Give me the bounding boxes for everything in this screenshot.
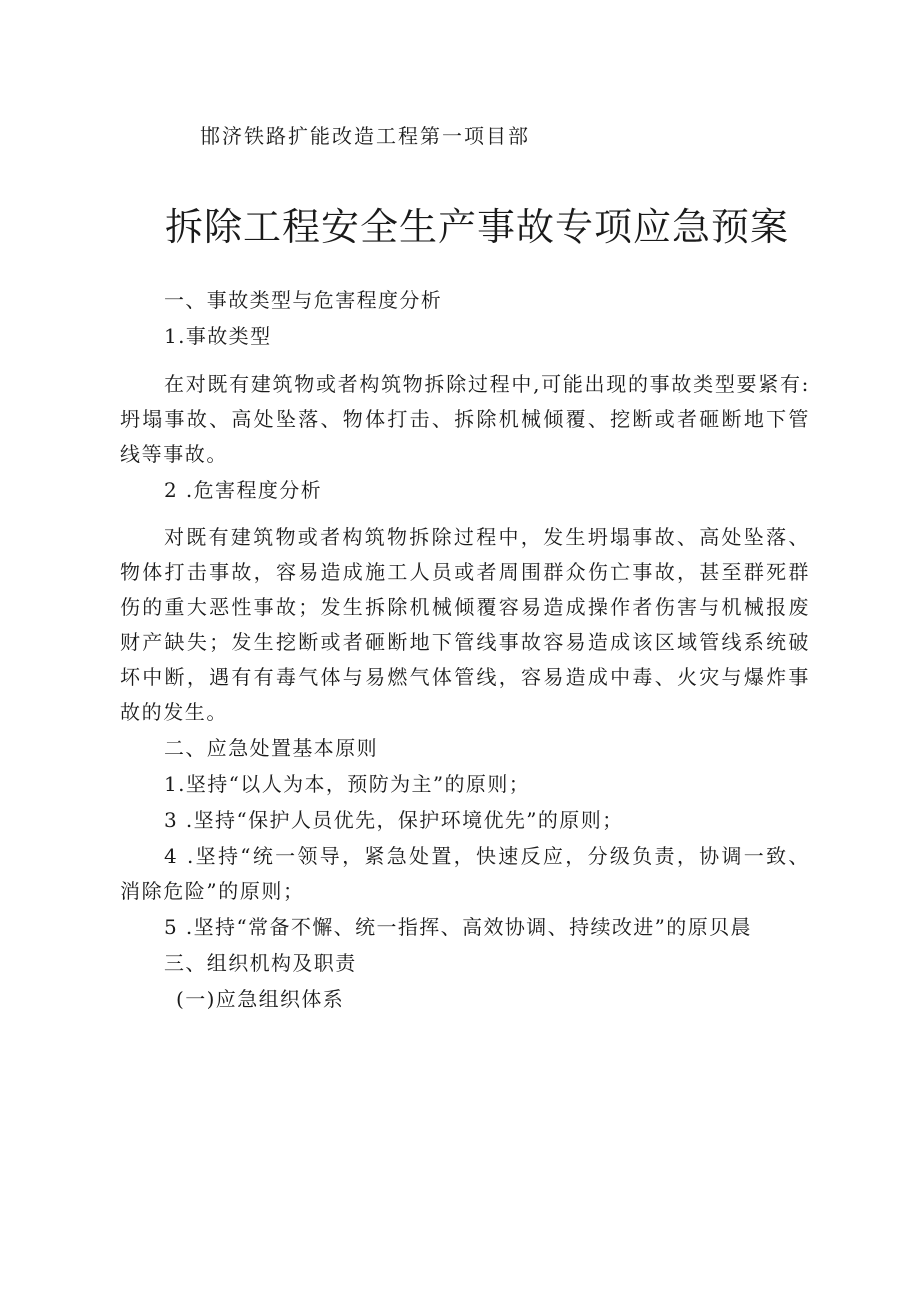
paragraph-accident-types: 在对既有建筑物或者构筑物拆除过程中,可能出现的事故类型要紧有:坍塌事故、高处坠落、物体打击、拆除机械倾覆、挖断或者砸断地下管线等事故。 xyxy=(120,372,810,466)
subsection-heading-accident-types: 1.事故类型 xyxy=(164,324,272,348)
principle-item: 3 .坚持“保护人员优先，保护环境优先”的原则； xyxy=(164,808,624,832)
organization-header: 邯济铁路扩能改造工程第一项目部 xyxy=(200,124,530,148)
principle-item: 4 .坚持“统一领导，紧急处置，快速反应，分级负责，协调一致、消除危险”的原则； xyxy=(120,844,810,903)
section-heading-accident-analysis: 一、事故类型与危害程度分析 xyxy=(164,288,443,312)
document-title: 拆除工程安全生产事故专项应急预案 xyxy=(165,205,790,249)
section-heading-principles: 二、应急处置基本原则 xyxy=(164,736,378,760)
subsection-heading-emergency-system: (一)应急组织体系 xyxy=(176,987,345,1011)
subsection-heading-hazard-analysis: 2 .危害程度分析 xyxy=(164,478,323,502)
principle-item: 5 .坚持“常备不懈、统一指挥、高效协调、持续改进”的原贝晨 xyxy=(164,915,752,939)
section-heading-organization: 三、组织机构及职责 xyxy=(164,951,357,975)
paragraph-hazard-analysis: 对既有建筑物或者构筑物拆除过程中，发生坍塌事故、高处坠落、物体打击事故，容易造成施工人员或者周围群众伤亡事故，甚至群死群伤的重大恶性事故；发生拆除机械倾覆容易造成操作者伤害与机械报废财产缺失；发生挖断或者砸断地下管线事故容易造成该区域管线系统破坏中断，遇有有毒气体与易燃气体管线，容易造成中毒、火灾与爆炸事故的发生。 xyxy=(120,525,810,724)
principle-item: 1.坚持“以人为本，预防为主”的原则； xyxy=(164,772,531,796)
document-body xyxy=(120,283,810,1017)
